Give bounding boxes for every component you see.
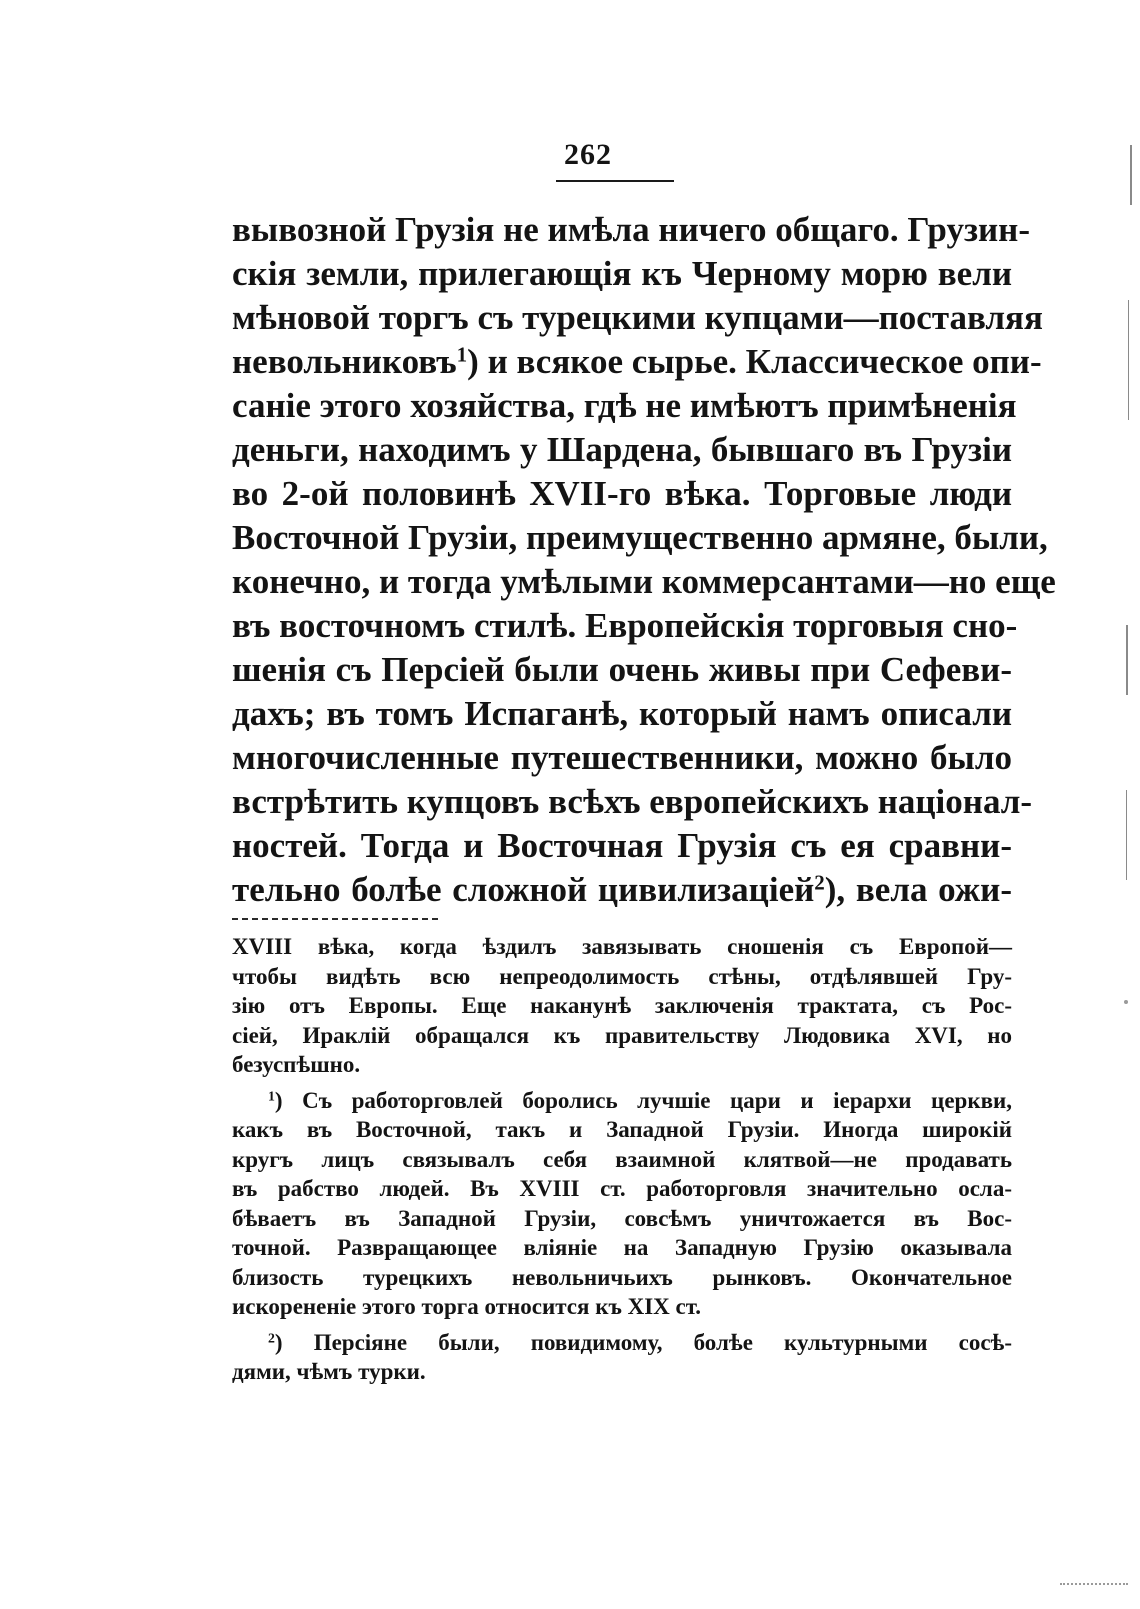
text-fragment: ), вела ожи- — [824, 870, 1012, 909]
page-number-rule — [556, 180, 674, 182]
footnote-marker-2: 2 — [268, 1329, 275, 1345]
footnote-line: близость турецкихъ невольничьихъ рынковъ. Окончательное — [232, 1264, 1012, 1290]
main-text — [232, 208, 1056, 912]
scan-margin-mark — [1128, 300, 1129, 420]
scan-margin-mark — [1126, 790, 1127, 880]
text-line: во 2-ой половинѣ XVII-го вѣка. Торговые люди — [232, 474, 1012, 513]
footnote-line — [232, 1086, 1012, 1116]
footnote-line: чтобы видѣть всю непреодолимость стѣны, отдѣлявшей Гру- — [232, 963, 1012, 989]
scan-margin-mark — [1126, 625, 1128, 695]
footnote-line: кругъ лицъ связывалъ себя взаимной клятвой—не продавать — [232, 1146, 1012, 1172]
footnote-line: сіей, Ираклій обращался къ правительству Людовика XVI, но — [232, 1022, 1012, 1048]
text-line: саніе этого хозяйства, гдѣ не имѣютъ примѣненія — [232, 386, 1017, 425]
text-line: скія земли, прилегающія къ Черному морю вели — [232, 254, 1012, 293]
text-line: встрѣтить купцовъ всѣхъ европейскихъ націонал- — [232, 782, 1033, 821]
footnote-continuation — [232, 932, 1012, 1080]
scan-margin-mark — [1060, 1583, 1128, 1585]
footnote-line: точной. Развращающее вліяніе на Западную Грузію оказывала — [232, 1235, 1012, 1260]
footnote-line — [232, 1328, 1012, 1358]
footnote-line: искорененіе этого торга относится къ XIX ст. — [232, 1294, 702, 1319]
text-fragment: ) Съ работорговлей боролись лучшіе цари и іерархи церкви, — [274, 1087, 1012, 1113]
footnote-line: безуспѣшно. — [232, 1052, 361, 1077]
footnote-line: бѣваетъ въ Западной Грузіи, совсѣмъ уничтожается въ Вос- — [232, 1205, 1012, 1231]
scan-margin-mark — [1130, 145, 1132, 205]
text-line — [232, 868, 1012, 912]
text-line: многочисленные путешественники, можно было — [232, 738, 1012, 777]
text-line: дахъ; въ томъ Испаганѣ, который намъ описали — [232, 694, 1012, 733]
footnote-1 — [232, 1086, 1012, 1322]
text-line: конечно, и тогда умѣлыми коммерсантами—но еще — [232, 562, 1056, 601]
page-number: 262 — [564, 138, 612, 171]
footnote-line: дями, чѣмъ турки. — [232, 1359, 426, 1384]
footnote-ref-1: 1 — [456, 342, 468, 367]
text-line: мѣновой торгъ съ турецкими купцами—поставляя — [232, 298, 1043, 337]
text-line: въ восточномъ стилѣ. Европейскія торговыя сно- — [232, 606, 1018, 645]
text-fragment: и всякое сырье. Классическое опи- — [487, 342, 1042, 381]
footnote-separator — [232, 918, 438, 920]
footnote-marker-1: 1 — [268, 1087, 275, 1103]
footnote-line: какъ въ Восточной, такъ и Западной Грузіи. Иногда широкій — [232, 1117, 1012, 1142]
text-line: вывозной Грузія не имѣла ничего общаго. Грузин- — [232, 210, 1030, 249]
text-line: деньги, находимъ у Шардена, бывшаго въ Грузіи — [232, 430, 1012, 469]
footnote-line: въ рабство людей. Въ XVIII ст. работорговля значительно осла- — [232, 1176, 1012, 1201]
scan-margin-dot — [1124, 1000, 1128, 1004]
text-line: Восточной Грузіи, преимущественно армяне, были, — [232, 518, 1048, 557]
footnote-line: зію отъ Европы. Еще наканунѣ заключенія трактата, съ Рос- — [232, 993, 1012, 1018]
footnote-2 — [232, 1328, 1012, 1387]
footnotes — [232, 932, 1012, 1387]
text-line: невольниковъ$^1$) и всякое сырье. Классическое опи- — [232, 342, 1042, 381]
footnote-line: XVIII вѣка, когда ѣздилъ завязывать сношенія съ Европой— — [232, 934, 1012, 959]
text-fragment: ) Персіяне были, повидимому, болѣе культурными сосѣ- — [274, 1329, 1012, 1355]
text-fragment: невольниковъ — [232, 342, 457, 381]
text-fragment: тельно болѣе сложной цивилизаціей — [232, 870, 815, 909]
text-line: шенія съ Персіей были очень живы при Сефеви- — [232, 650, 1012, 689]
text-line: ностей. Тогда и Восточная Грузія съ ея сравни- — [232, 826, 1012, 865]
footnote-ref-2: 2 — [814, 870, 825, 895]
